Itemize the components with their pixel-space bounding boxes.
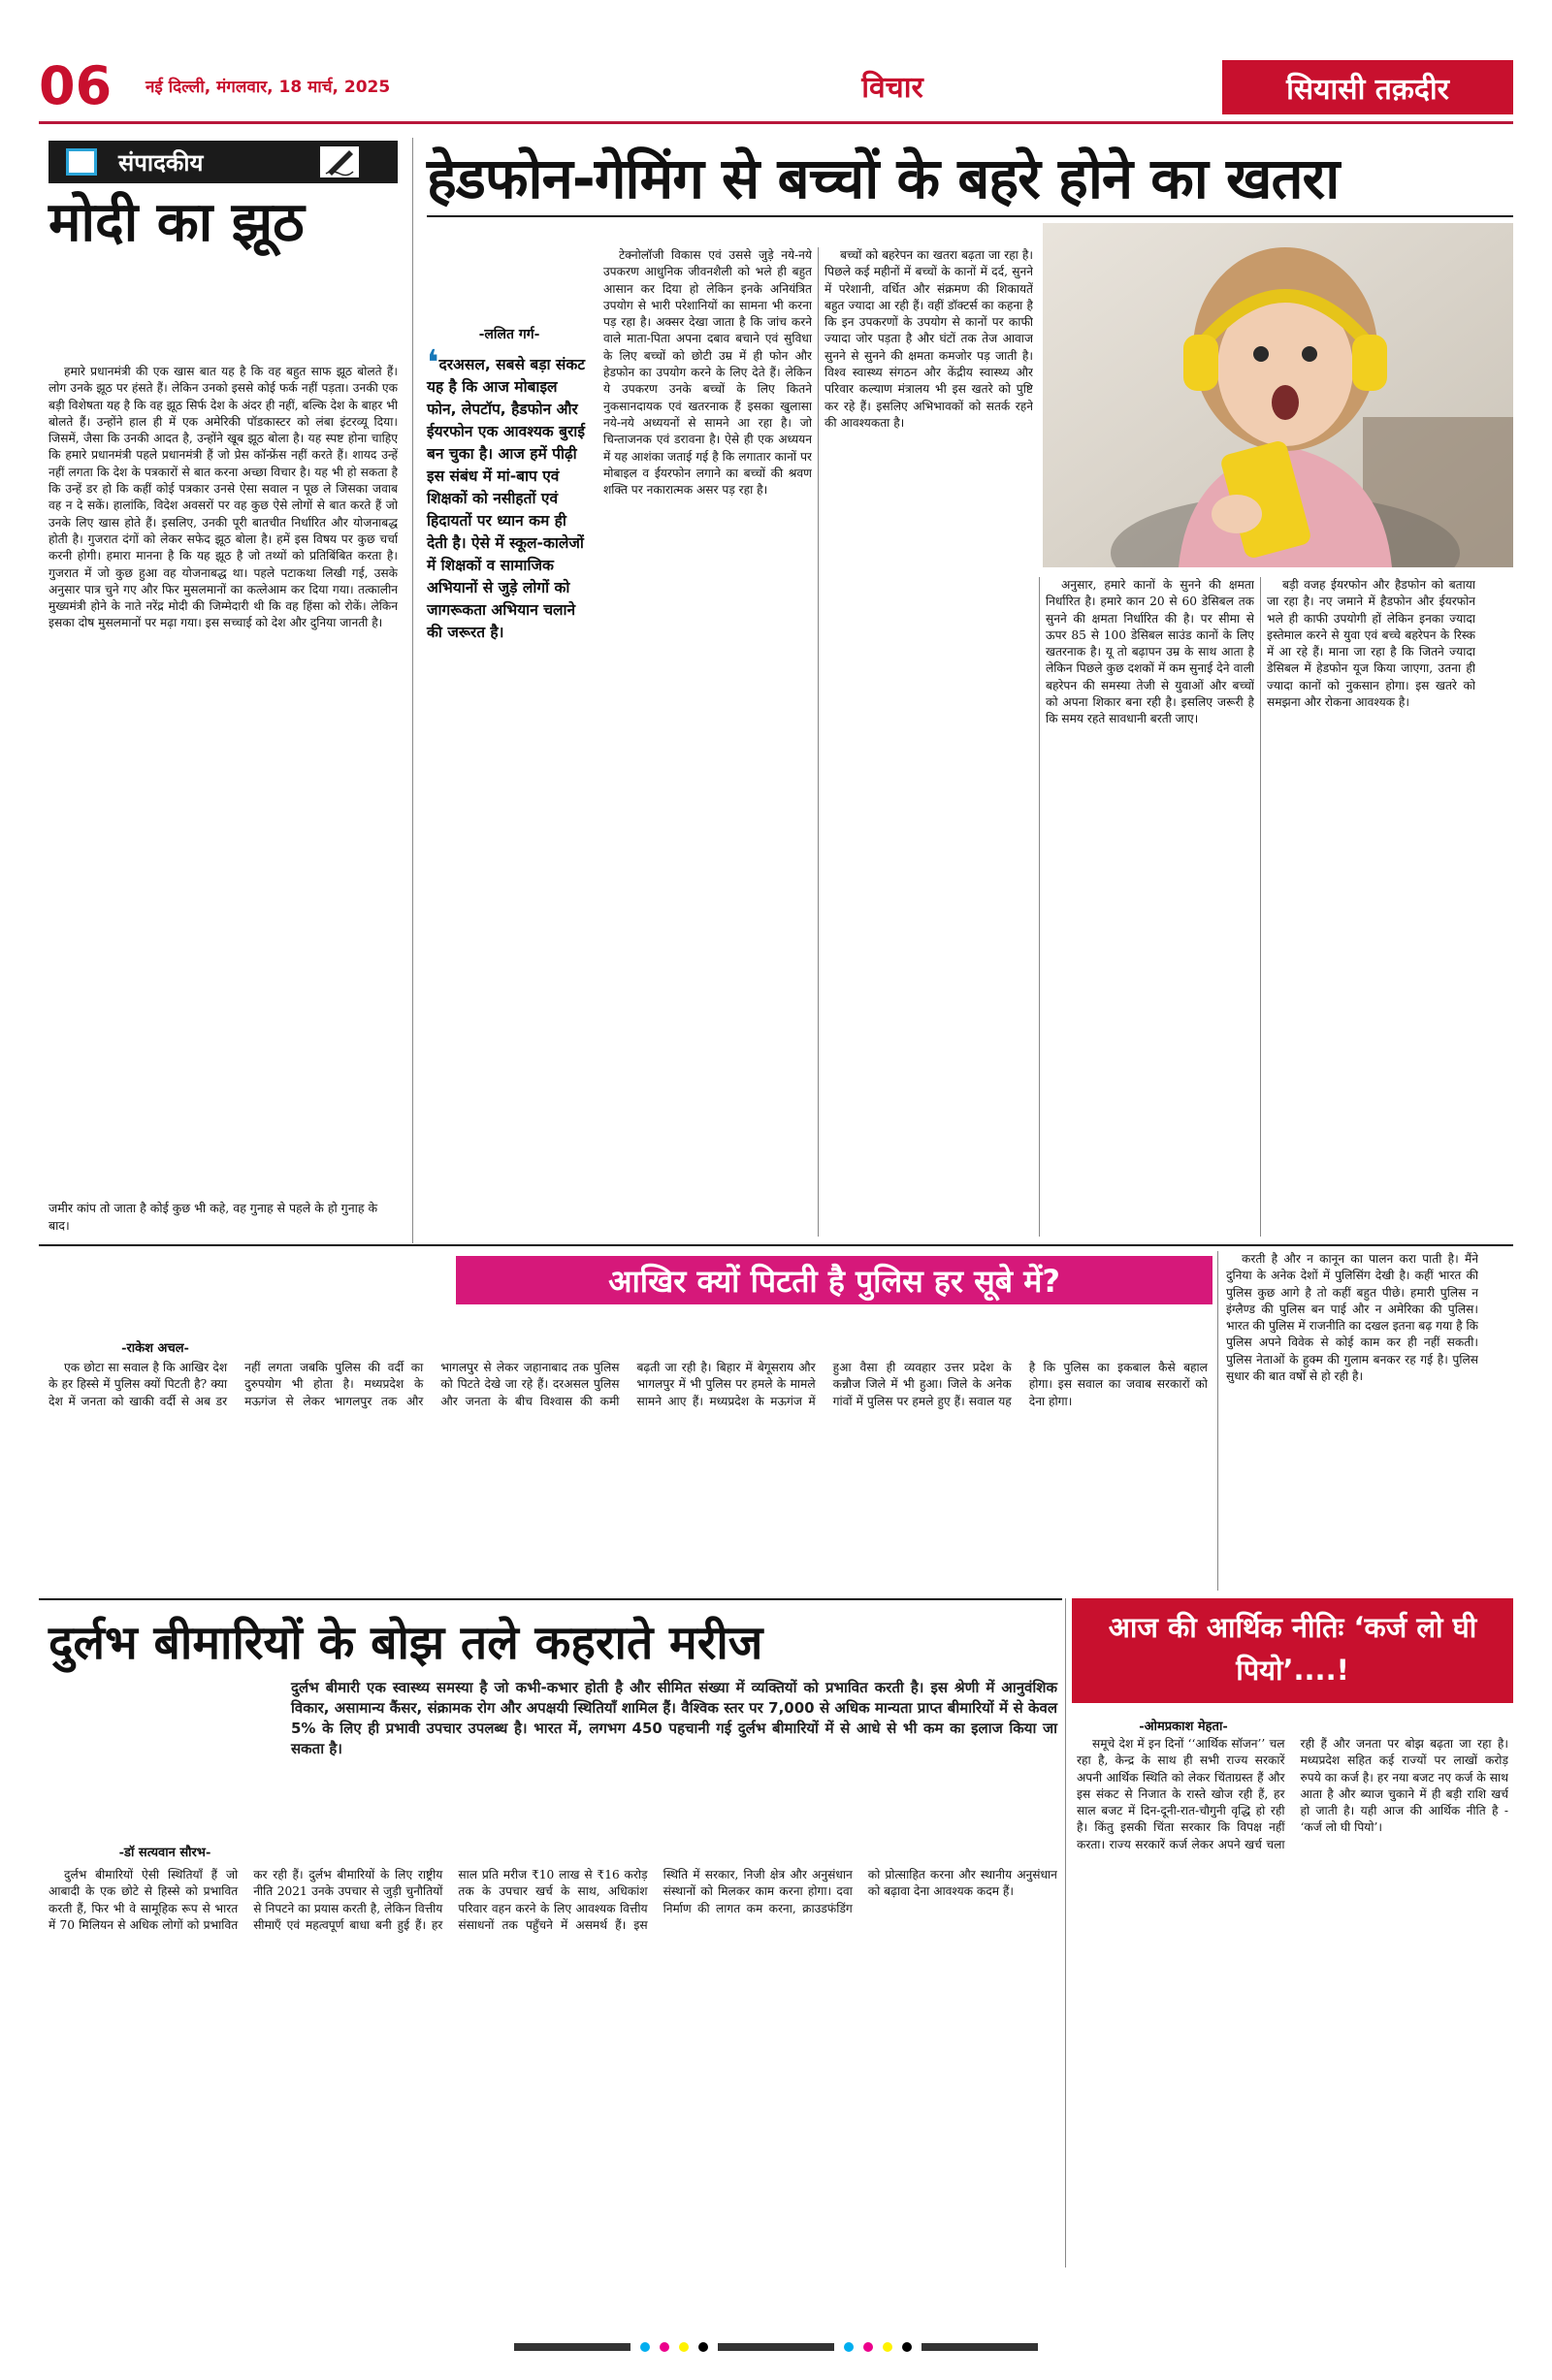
economy-body: समूचे देश में इन दिनों ‘‘आर्थिक सॉजन’’ चल रहा है, केन्द्र के साथ ही सभी राज्य सरकारें अपनी आर्थिक स्थिति को लेकर चिंताग्रस्त हैं और इस संकट से निजात के रास्ते खोज रही हैं, हर साल बजट में दिन-दूनी-रात-चौगुनी वृद्धि हो रही है। किंतु इसकी चिंता सरकार कि विपक्ष नहीं करता। राज्य सरकारें कर्ज लेकर अपने खर्च चला रही हैं और जनता पर बोझ बढ़ता जा रहा है। मध्यप्रदेश सहित कई राज्यों पर लाखों करोड़ रुपये का कर्ज है। हर नया बजट नए कर्ज के साथ आता है और ब्याज चुकाने में ही बड़ी राशि खर्च हो जाती है। यही आज की आर्थिक नीति है - ‘कर्ज लो घी पियो’। — [1077, 1737, 1508, 1851]
page-number: 06 — [39, 55, 113, 116]
editorial-quote: जमीर कांप तो जाता है कोई कुछ भी कहे, वह गुनाह से पहले के हो गुनाह के बाद। — [48, 1201, 378, 1233]
column-divider — [818, 247, 819, 1237]
page-header — [39, 50, 1513, 124]
lead-column-1: टेक्नोलॉजी विकास एवं उससे जुड़े नये-नये उपकरण आधुनिक जीवनशैली को भले ही बहुत आसान कर दिया हो लेकिन इनके अनियंत्रित उपयोग से भारी परेशानियों का सामना भी करना पड़ रहा है। अक्सर देखा जाता है कि जांच करने वाले माता-पिता अपना दबाव बचाने एवं सुविधा के लिए बच्चों को छोटी उम्र में ही फोन और हेडफोन का उपयोग करने के लिए देते हैं। लेकिन ये उपकरण उनके बच्चों के लिए कितने नुकसानदायक एवं खतरनाक हैं इसका खुलासा नये-नये अध्ययनों से सामने आ रहा है। जो चिन्ताजनक एवं डरावना है। ऐसे ही एक अध्ययन में यह आशंका जताई गई है कि लगातार कानों पर मोबाइल व ईयरफोन लगाने का बच्चों की श्रवण शक्ति पर नकारात्मक असर पड़ रहा है। — [603, 248, 812, 498]
disease-headline: दुर्लभ बीमारियों के बोझ तले कहराते मरीज — [48, 1616, 763, 1670]
editorial-label-bar — [48, 141, 398, 183]
print-marks — [0, 2328, 1552, 2366]
disease-intro: दुर्लभ बीमारी एक स्वास्थ्य समस्या है जो कभी-कभार होती है और सीमित संख्या में व्यक्तियों को प्रभावित करती है। इस श्रेणी में आनुवंशिक विकार, असामान्य कैंसर, संक्रामक रोग और अपक्षयी स्थितियाँ शामिल हैं। वैश्विक स्तर पर 7,000 से अधिक मान्यता प्राप्त बीमारियों में से केवल 5% के लिए ही प्रभावी उपचार उपलब्ध है। भारत में, लगभग 450 पहचानी गई दुर्लभ बीमारियों में से आधे से भी कम का इलाज किया जा सकता है। — [291, 1679, 1057, 1757]
continued-column: करती है और न कानून का पालन करा पाती है। मैंने दुनिया के अनेक देशों में पुलिसिंग देखी है। कहीं भारत की पुलिस कुछ आगे है तो कहीं बहुत पीछे। हमारी पुलिस न इंग्लैण्ड की पुलिस बन पाई और न अमेरिका की पुलिस। भारत की पुलिस में राजनीति का दखल इतना बढ़ गया है कि पुलिस अपने विवेक से कोई काम कर ही नहीं सकती। पुलिस नेताओं के हुक्म की गुलाम बनकर रह गई है। पुलिस सुधार की बात वर्षों से हो रही है। — [1226, 1252, 1478, 1384]
column-divider — [1260, 577, 1261, 1237]
pen-icon — [320, 146, 359, 177]
column-divider — [1065, 1598, 1066, 2267]
editorial-label: संपादकीय — [118, 148, 204, 177]
yellow-dot — [679, 2342, 689, 2352]
headline-rule — [427, 215, 1513, 217]
disease-byline: -डॉ सत्यवान सौरभ- — [118, 1846, 211, 1860]
lead-column-2: बच्चों को बहरेपन का खतरा बढ़ता जा रहा है। पिछले कई महीनों में बच्चों के कानों में दर्द, सुनने में परेशानी, वर्धित और संक्रमण की शिकायतें बहुत ज्यादा आ रही हैं। वहीं डॉक्टर्स का कहना है कि इन उपकरणों के उपयोग से कानों पर काफी ज्यादा जोर पड़ता है और घंटों तक तेज आवाज सुनने से सुनने की क्षमता कमजोर पड़ जाती है। विश्व स्वास्थ्य संगठन और केंद्रीय स्वास्थ्य और परिवार कल्याण मंत्रालय भी इस खतरे को पुष्टि कर रहे हैं। इसलिए अभिभावकों को सतर्क रहने की आवश्यकता है। — [824, 248, 1033, 430]
cyan-dot — [844, 2342, 854, 2352]
disease-body: दुर्लभ बीमारियों ऐसी स्थितियाँ हैं जो आबादी के एक छोटे से हिस्से को प्रभावित करती हैं, फिर भी वे सामूहिक रूप से भारत में 70 मिलियन से अधिक लोगों को प्रभावित कर रही हैं। दुर्लभ बीमारियों के लिए राष्ट्रीय नीति 2021 उनके उपचार से जुड़ी चुनौतियों से निपटने का प्रयास करती है, लेकिन वित्तीय सीमाएँ एवं महत्वपूर्ण बाधा बनी हुई हैं। हर साल प्रति मरीज ₹10 लाख से ₹16 करोड़ तक के उपचार खर्च के साथ, अधिकांश परिवार वहन करने के लिए आवश्यक वित्तीय संसाधनों तक पहुँचने में असमर्थ हैं। इस स्थिति में सरकार, निजी क्षेत्र और अनुसंधान संस्थानों को मिलकर काम करना होगा। दवा निर्माण की लागत कम करना, क्राउडफंडिंग को प्रोत्साहित करना और स्थानीय अनुसंधान को बढ़ावा देना आवश्यक कदम हैं। — [48, 1868, 1057, 1932]
lead-headline: हेडफोन-गेमिंग से बच्चों के बहरे होने का खतरा — [427, 145, 1340, 211]
child-headphones-photo — [1043, 223, 1513, 567]
cyan-dot — [640, 2342, 650, 2352]
square-icon — [66, 148, 97, 176]
magenta-dot — [863, 2342, 873, 2352]
editorial-title: मोदी का झूठ — [48, 191, 305, 254]
police-headline: आखिर क्यों पिटती है पुलिस हर सूबे में? — [456, 1256, 1212, 1304]
pull-quote: ❛दरअसल, सबसे बड़ा संकट यह है कि आज मोबाइल फोन, लेपटॉप, हैडफोन और ईयरफोन एक आवश्यक बुराई बन चुका है। आज हमें पीढ़ी इस संबंध में मां-बाप एवं शिक्षकों को नसीहतों एवं हिदायतों पर ध्यान कम ही देती है। ऐसे में स्कूल-कालेजों में शिक्षकों व सामाजिक अभियानों से जुड़े लोगों को जागरूकता अभियान चलाने की जरूरत है। — [427, 343, 586, 641]
economy-byline: -ओमप्रकाश मेहता- — [1139, 1720, 1228, 1734]
section-name: विचार — [861, 71, 923, 105]
section-rule — [39, 1244, 1513, 1246]
lead-column-3: अनुसार, हमारे कानों के सुनने की क्षमता निर्धारित है। हमारे कान 20 से 60 डेसिबल तक सुनने की क्षमता निर्धारित की है। पर सीमा से ऊपर 85 से 100 डेसिबल साउंड कानों के लिए खतरनाक है। यू तो बढ़ापन उम्र के साथ आता है लेकिन पिछले कुछ दशकों में कम सुनाई देने वाली बहरेपन की समस्या तेजी से युवाओं और बच्चों को अपना शिकार बना रही है। इसलिए जरूरी है कि समय रहते सावधानी बरती जाए। — [1046, 578, 1254, 726]
registration-bar — [922, 2343, 1038, 2351]
police-byline: -राकेश अचल- — [121, 1341, 189, 1356]
lead-column-4: बड़ी वजह ईयरफोन और हैडफोन को बताया जा रहा है। नए जमाने में हैडफोन और ईयरफोन भले ही काफी उपयोगी हों लेकिन इनका ज्यादा इस्तेमाल करने से युवा एवं बच्चे बहरेपन के रिस्क में आ रहे हैं। माना जा रहा है कि जितने ज्यादा डेसिबल में हेडफोन यूज किया जाएगा, उतना ही ज्यादा कानों को नुकसान होगा। इस खतरे को समझना और रोकना आवश्यक है। — [1267, 578, 1475, 710]
police-body: एक छोटा सा सवाल है कि आखिर देश के हर हिस्से में पुलिस क्यों पिटती है? क्या देश में जनता को खाकी वर्दी से अब डर नहीं लगता जबकि पुलिस की वर्दी का दुरुपयोग भी होता है। मध्यप्रदेश के मऊगंज से लेकर भागलपुर तक और भागलपुर से लेकर जहानाबाद तक पुलिस को पिटते देखे जा रहे हैं। दरअसल पुलिस और जनता के बीच विश्वास की कमी बढ़ती जा रही है। बिहार में बेगूसराय और भागलपुर में भी पुलिस पर हमले के मामले सामने आए हैं। मध्यप्रदेश के मऊगंज में हुआ वैसा ही व्यवहार उत्तर प्रदेश के कन्नौज जिले में भी हुआ। जिले के अनेक गांवों में पुलिस पर हमले हुए हैं। सवाल यह है कि पुलिस का इकबाल कैसे बहाल होगा। इस सवाल का जवाब सरकारों को देना होगा। — [48, 1361, 1208, 1408]
column-divider — [412, 138, 413, 1243]
registration-bar — [718, 2343, 834, 2351]
editorial — [48, 141, 398, 1233]
column-divider — [1039, 577, 1040, 1237]
registration-bar — [514, 2343, 630, 2351]
quote-icon: ❛ — [427, 343, 439, 383]
black-dot — [902, 2342, 912, 2352]
magenta-dot — [660, 2342, 669, 2352]
column-divider — [1217, 1251, 1218, 1591]
black-dot — [698, 2342, 708, 2352]
section-rule — [39, 1598, 1062, 1600]
economy-headline: आज की आर्थिक नीतिः ‘कर्ज लो घी पियो’....! — [1072, 1598, 1513, 1703]
lead-byline: -ललित गर्ग- — [478, 327, 540, 342]
editorial-body: हमारे प्रधानमंत्री की एक खास बात यह है कि वह बहुत साफ झूठ बोलते हैं। लोग उनके झूठ पर हंसते हैं। लेकिन उनको इससे कोई फर्क नहीं पड़ता। उनकी एक बड़ी विशेषता यह है कि वह झूठ सिर्फ देश के अंदर ही नहीं, बल्कि देश के बाहर भी बोलते हैं। उन्होंने हाल ही में एक अमेरिकी पॉडकास्टर को लंबा इंटरव्यू दिया। जिसमें, जैसा कि उनकी आदत है, उन्होंने खूब झूठ बोला है। यह स्पष्ट होना चाहिए कि हमारे प्रधानमंत्री पहले प्रधानमंत्री हैं जो प्रेस कॉन्फ्रेंस नहीं करते हैं। शायद उन्हें नहीं लगता कि देश के पत्रकारों से बात करना अच्छा विचार है। यह भी हो सकता है कि उन्हें डर हो कि कहीं कोई पत्रकार उनसे ऐसा सवाल न पूछ ले जिसका जवाब वह न दे सकें। हालांकि, विदेश अवसरों पर वह कुछ ऐसे लोगों से बात करते हैं जो उनके लिए खास होते हैं। इसलिए, उनकी पूरी बातचीत निर्धारित और योजनाबद्ध होती है। गुजरात दंगों को लेकर सफेद झूठ बोला है। हमें इस विषय पर कुछ चर्चा करनी होगी। हमारा मानना है कि यह झूठ है जो तथ्यों को प्रतिबिंबित करता है। गुजरात में जो कुछ हुआ वह योजनाबद्ध था। पहले पटाकथा लिखी गई, उसके अनुसार पात्र चुने गए और फिर मुसलमानों का कत्लेआम कर दिया गया। तत्कालीन मुख्यमंत्री होने के नाते नरेंद्र मोदी की जिम्मेदारी थी कि वह हिंसा को रोकें। लेकिन इसका दोष मुसलमानों पर मढ़ा गया। इस सच्चाई को देश और दुनिया जानती है। — [48, 365, 398, 630]
yellow-dot — [883, 2342, 892, 2352]
dateline: नई दिल्ली, मंगलवार, 18 मार्च, 2025 — [146, 78, 391, 97]
section-tag: सियासी तक़दीर — [1222, 60, 1513, 114]
